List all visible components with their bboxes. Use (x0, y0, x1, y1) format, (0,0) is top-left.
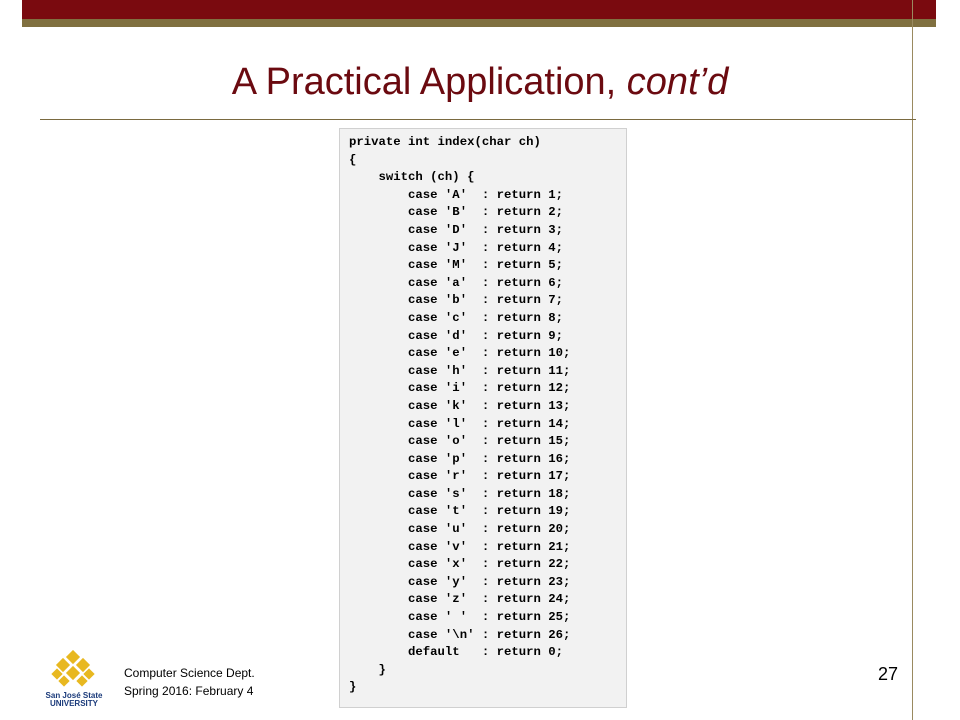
title-text: A Practical Application, (231, 61, 627, 103)
logo-line-2: UNIVERSITY (49, 699, 98, 708)
page-number: 27 (878, 664, 899, 684)
header-bar-accent (22, 19, 912, 27)
header-bar (22, 0, 912, 19)
logo-line-1: San José State (45, 691, 103, 700)
logo-wordmark (40, 692, 108, 708)
side-border (912, 0, 936, 720)
footer-date: Spring 2016: February 4 (124, 684, 254, 698)
title-divider (40, 119, 916, 120)
code-block: private int index(char ch) { switch (ch) { case 'A' : return 1; case 'B' : return 2; case 'D' : return 3; case 'J' : return 4; case 'M' : return 5; case 'a' : return 6; case 'b' : return 7; case 'c' : return 8; case 'd' : return 9; case 'e' : return 10; case 'h' : return 11; case 'i' : return 12; case 'k' : return 13; case 'l' : return 14; case 'o' : return 15; case 'p' : return 16; case 'r' : return 17; case 's' : return 18; case 't' : return 19; case 'u' : return 20; case 'v' : return 21; case 'x' : return 22; case 'y' : return 23; case 'z' : return 24; case ' ' : return 25; case '\n' : return 26; default : return 0; } } (349, 135, 571, 695)
footer-dept: Computer Science Dept. (124, 666, 255, 680)
title-italic-text: cont’d (626, 61, 729, 103)
slide-title (0, 58, 960, 106)
footer-info (124, 664, 255, 700)
